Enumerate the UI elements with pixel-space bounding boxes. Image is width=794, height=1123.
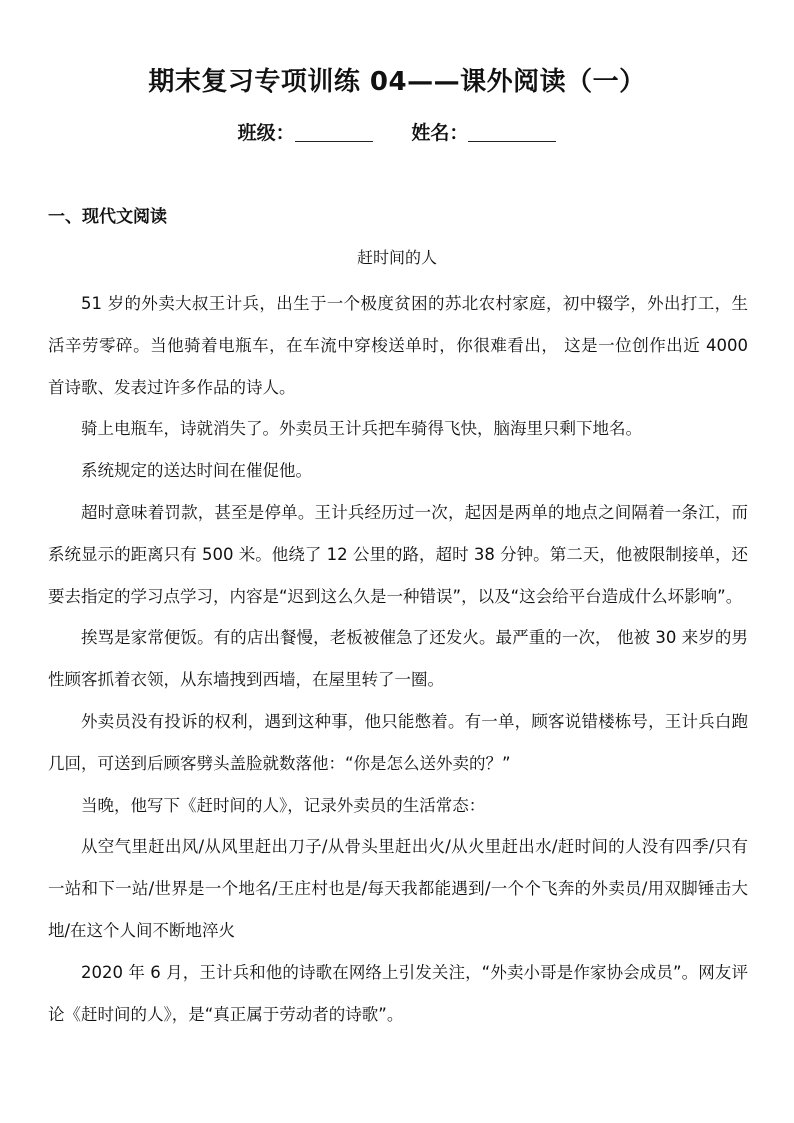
- name-blank: [468, 121, 556, 142]
- class-blank: [295, 121, 373, 142]
- section-heading: 一、现代文阅读: [48, 207, 167, 227]
- class-field: [238, 118, 373, 148]
- paragraph: 挨骂是家常便饭。有的店出餐慢，老板被催急了还发火。最严重的一次， 他被 30 来岁的男性顾客抓着衣领，从东墙拽到西墙，在屋里转了一圈。: [48, 628, 748, 690]
- worksheet-title: 期末复习专项训练 04——课外阅读（一）: [148, 67, 646, 97]
- paragraph: 系统规定的送达时间在催促他。: [81, 461, 312, 481]
- paragraph: 51 岁的外卖大叔王计兵，出生于一个极度贫困的苏北农村家庭，初中辍学，外出打工，生活辛劳零碎。当他骑着电瓶车，在车流中穿梭送单时，你很难看出， 这是一位创作出近 4000 首诗歌、发表过许多作品的诗人。: [48, 294, 748, 397]
- article-title: 赶时间的人: [356, 248, 437, 267]
- student-info-row: [0, 118, 794, 148]
- name-field: [411, 118, 556, 148]
- class-label: 班级：: [237, 122, 295, 144]
- name-label: 姓名：: [411, 122, 469, 144]
- paragraph: 2020 年 6 月，王计兵和他的诗歌在网络上引发关注，“外卖小哥是作家协会成员”。网友评论《赶时间的人》，是“真正属于劳动者的诗歌”。: [48, 962, 748, 1024]
- paragraph: 当晚，他写下《赶时间的人》，记录外卖员的生活常态：: [81, 795, 486, 815]
- article-body: [48, 283, 748, 1035]
- paragraph: 骑上电瓶车，诗就消失了。外卖员王计兵把车骑得飞快，脑海里只剩下地名。: [81, 419, 642, 439]
- paragraph: 超时意味着罚款，甚至是停单。王计兵经历过一次，起因是两单的地点之间隔着一条江，而系统显示的距离只有 500 米。他绕了 12 公里的路，超时 38 分钟。第二天，他被限制接单，还要去指定的学习点学习，内容是“迟到这么久是一种错误”，以及“这会给平台造成什么坏影响”。: [48, 502, 748, 606]
- paragraph: 外卖员没有投诉的权利，遇到这种事，他只能憋着。有一单，顾客说错楼栋号，王计兵白跑几回，可送到后顾客劈头盖脸就数落他：“你是怎么送外卖的？”: [48, 711, 748, 773]
- poem-paragraph: 从空气里赶出风/从风里赶出刀子/从骨头里赶出火/从火里赶出水/赶时间的人没有四季/只有一站和下一站/世界是一个地名/王庄村也是/每天我都能遇到/一个个飞奔的外卖员/用双脚锤击大地/在这个人间不断地淬火: [48, 837, 748, 940]
